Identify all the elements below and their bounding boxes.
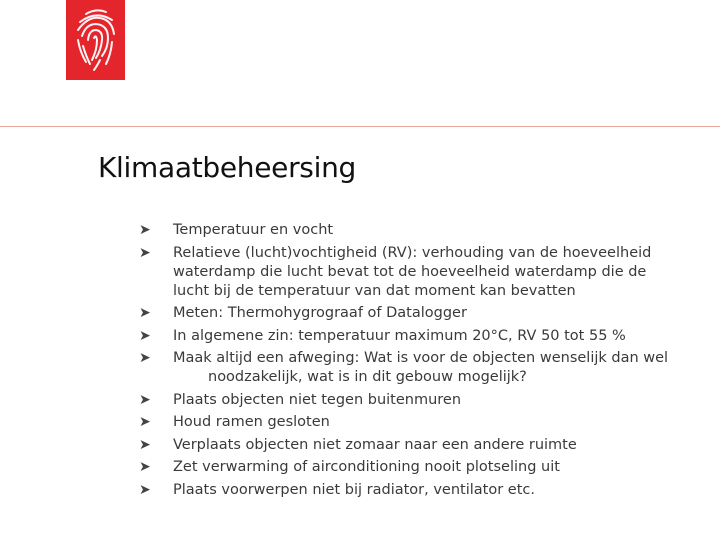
slide-title: Klimaatbeheersing (98, 151, 356, 184)
list-item: ➤ Plaats voorwerpen niet bij radiator, ventilator etc. (139, 481, 535, 498)
arrowhead-bullet-icon: ➤ (139, 391, 151, 408)
list-item: ➤ Temperatuur en vocht (139, 222, 334, 238)
arrowhead-bullet-icon: ➤ (139, 414, 151, 430)
list-item: ➤ Verplaats objecten niet zomaar naar een andere ruimte (139, 436, 577, 453)
arrowhead-bullet-icon: ➤ (139, 481, 151, 498)
fingerprint-icon (66, 0, 125, 80)
list-item: ➤ Relatieve (lucht)vochtigheid (RV): verhouding van de hoeveelheid waterdamp die lucht bevat tot de hoeveelheid waterdamp die de lucht bij de temperatuur van dat moment kan bevatten (139, 244, 652, 299)
list-item-continuation: noodzakelijk, wat is in dit gebouw mogelijk? (208, 369, 527, 385)
fingerprint-logo (66, 0, 125, 80)
list-item: ➤ Plaats objecten niet tegen buitenmuren (139, 391, 462, 408)
bullet-list (0, 221, 720, 503)
list-item: ➤ In algemene zin: temperatuur maximum 20°C, RV 50 tot 55 % (139, 327, 626, 344)
list-item: ➤ Meten: Thermohygrograaf of Datalogger (139, 305, 467, 321)
arrowhead-bullet-icon: ➤ (139, 350, 151, 366)
list-item: ➤ Zet verwarming of airconditioning nooit plotseling uit (139, 459, 560, 475)
arrowhead-bullet-icon: ➤ (139, 327, 151, 344)
list-item: ➤ Houd ramen gesloten (139, 414, 330, 430)
arrowhead-bullet-icon: ➤ (139, 459, 151, 475)
arrowhead-bullet-icon: ➤ (139, 222, 151, 238)
arrowhead-bullet-icon: ➤ (139, 244, 151, 261)
header-divider (0, 126, 720, 127)
list-item: ➤ Maak altijd een afweging: Wat is voor de objecten wenselijk dan wel noodzakelijk, wat is in dit gebouw mogelijk? (0, 349, 720, 387)
arrowhead-bullet-icon: ➤ (139, 436, 151, 453)
arrowhead-bullet-icon: ➤ (139, 305, 151, 321)
